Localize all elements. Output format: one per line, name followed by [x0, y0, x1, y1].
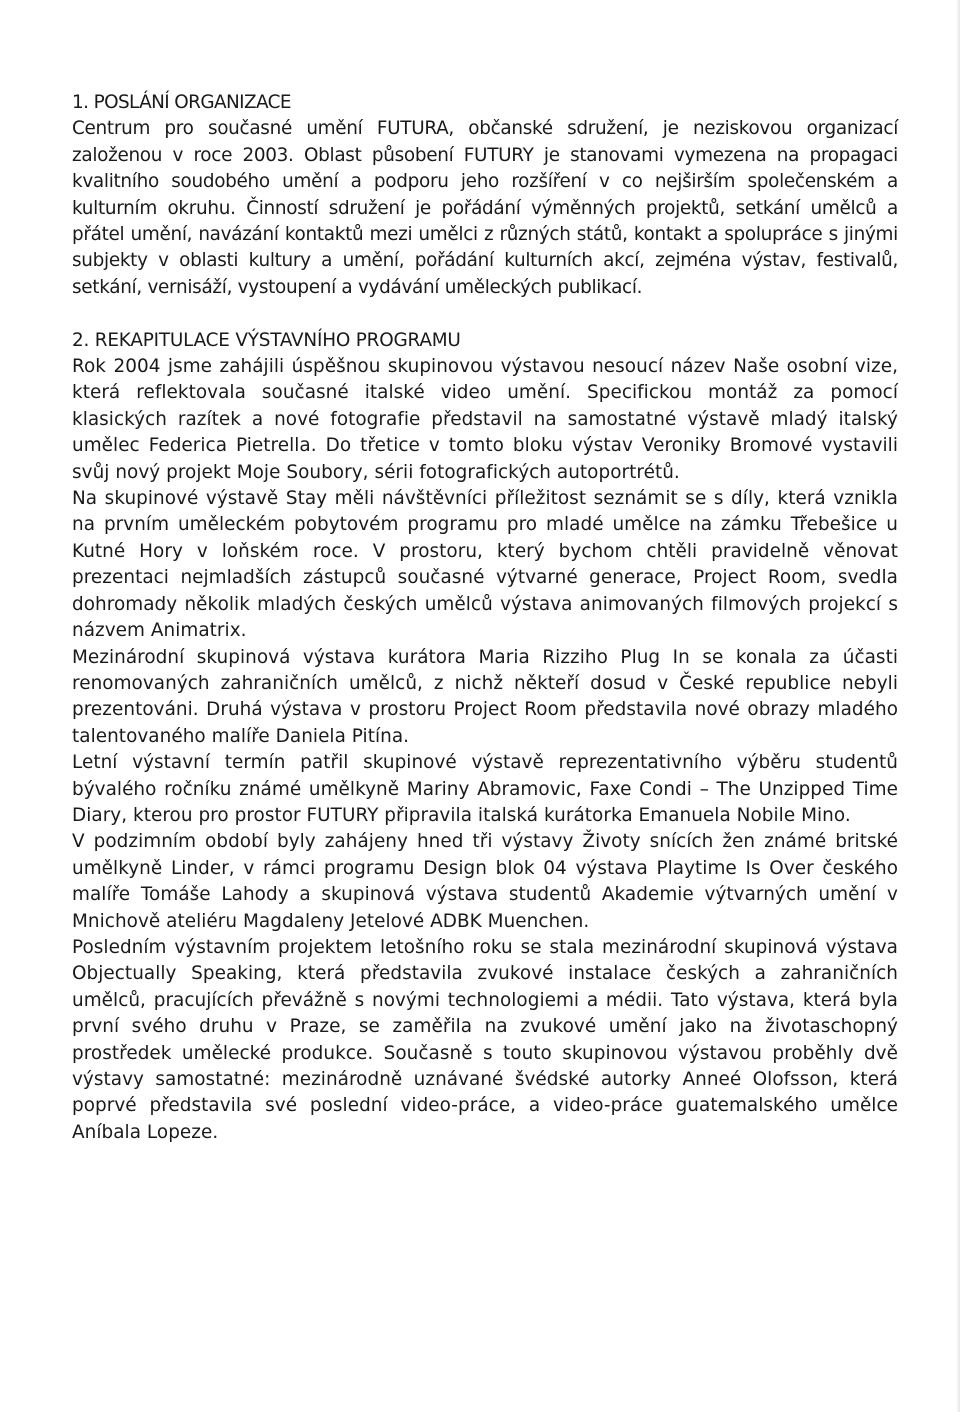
- section-gap: [72, 301, 898, 327]
- section-mission: [72, 90, 898, 301]
- paragraph: Rok 2004 jsme zahájili úspěšnou skupinovou výstavou nesoucí název Naše osobní vize, která reflektovala současné italské video umění. Specifickou montáž za pomocí klasických razítek a nové fotografie představil na samostatné výstavě mladý italský umělec Federica Pietrella. Do třetice v tomto bloku výstav Veroniky Bromové vystavili svůj nový projekt Moje Soubory, sérii fotografických autoportrétů.: [72, 356, 898, 483]
- paragraph-text: Činností sdružení je pořádání výměnných projektů, setkání umělců a přátel umění, navázání kontaktů mezi umělci z různých států, kontakt a spolupráce s jinými subjekty v oblasti kultury a umění, pořádání kulturních akcí, zejména výstav, festivalů, setkání, vernisáží, vystoupení a vydávání uměleckých publikací.: [72, 197, 898, 298]
- page-edge: [956, 0, 960, 1412]
- paragraph-text: Centrum pro současné umění FUTURA, občanské sdružení, je neziskovou organizací založenou v roce 2003. Oblast působení FUTURY je stanovami vymezena na propagaci kvalitního soudobého umění a podporu jeho rozšíření v co nejširším společenském a kulturním okruhu.: [72, 118, 898, 219]
- paragraph: V podzimním období byly zahájeny hned tři výstavy Životy snících žen známé britské umělkyně Linder, v rámci programu Design blok 04 výstava Playtime Is Over českého malíře Tomáše Lahody a skupinová výstava studentů Akademie výtvarných umění v Mnichově ateliéru Magdaleny Jetelové ADBK Muenchen.: [72, 831, 898, 932]
- paragraph: Posledním výstavním projektem letošního roku se stala mezinárodní skupinová výstava Objectually Speaking, která představila zvukové instalace českých a zahraničních umělců, pracujících převážně s novými technologiemi a médii. Tato výstava, která byla první svého druhu v Praze, se zaměřila na zvukové umění jako na životaschopný prostředek umělecké produkce. Současně s touto skupinovou výstavou proběhly dvě výstavy samostatné: mezinárodně uznávané švédské autorky Anneé Olofsson, která poprvé představila své poslední video-práce, a video-práce guatemalského umělce Aníbala Lopeze.: [72, 936, 898, 1143]
- paragraph: [72, 116, 898, 301]
- section-heading: 1. POSLÁNÍ ORGANIZACE: [72, 92, 291, 113]
- paragraph: Mezinárodní skupinová výstava kurátora Maria Rizziho Plug In se konala za účasti renomovaných zahraničních umělců, z nichž někteří dosud v České republice nebyli prezentováni. Druhá výstava v prostoru Project Room představila nové obrazy mladého talentovaného malíře Daniela Pitína.: [72, 646, 898, 747]
- document-body: [72, 90, 898, 1146]
- paragraph: Letní výstavní termín patřil skupinové výstavě reprezentativního výběru studentů bývalého ročníku známé umělkyně Mariny Abramovic, Faxe Condi – The Unzipped Time Diary, kterou pro prostor FUTURY připravila italská kurátorka Emanuela Nobile Mino.: [72, 752, 898, 826]
- section-heading: 2. REKAPITULACE VÝSTAVNÍHO PROGRAMU: [72, 329, 461, 351]
- section-exhibition-program: [72, 328, 898, 1147]
- paragraph: Na skupinové výstavě Stay měli návštěvníci příležitost seznámit se s díly, která vznikla na prvním uměleckém pobytovém programu pro mladé umělce na zámku Třebešice u Kutné Hory v loňském roce. V prostoru, který bychom chtěli pravidelně věnovat prezentaci nejmladších zástupců současné výtvarné generace, Project Room, svedla dohromady několik mladých českých umělců výstava animovaných filmových projekcí s názvem Animatrix.: [72, 488, 898, 642]
